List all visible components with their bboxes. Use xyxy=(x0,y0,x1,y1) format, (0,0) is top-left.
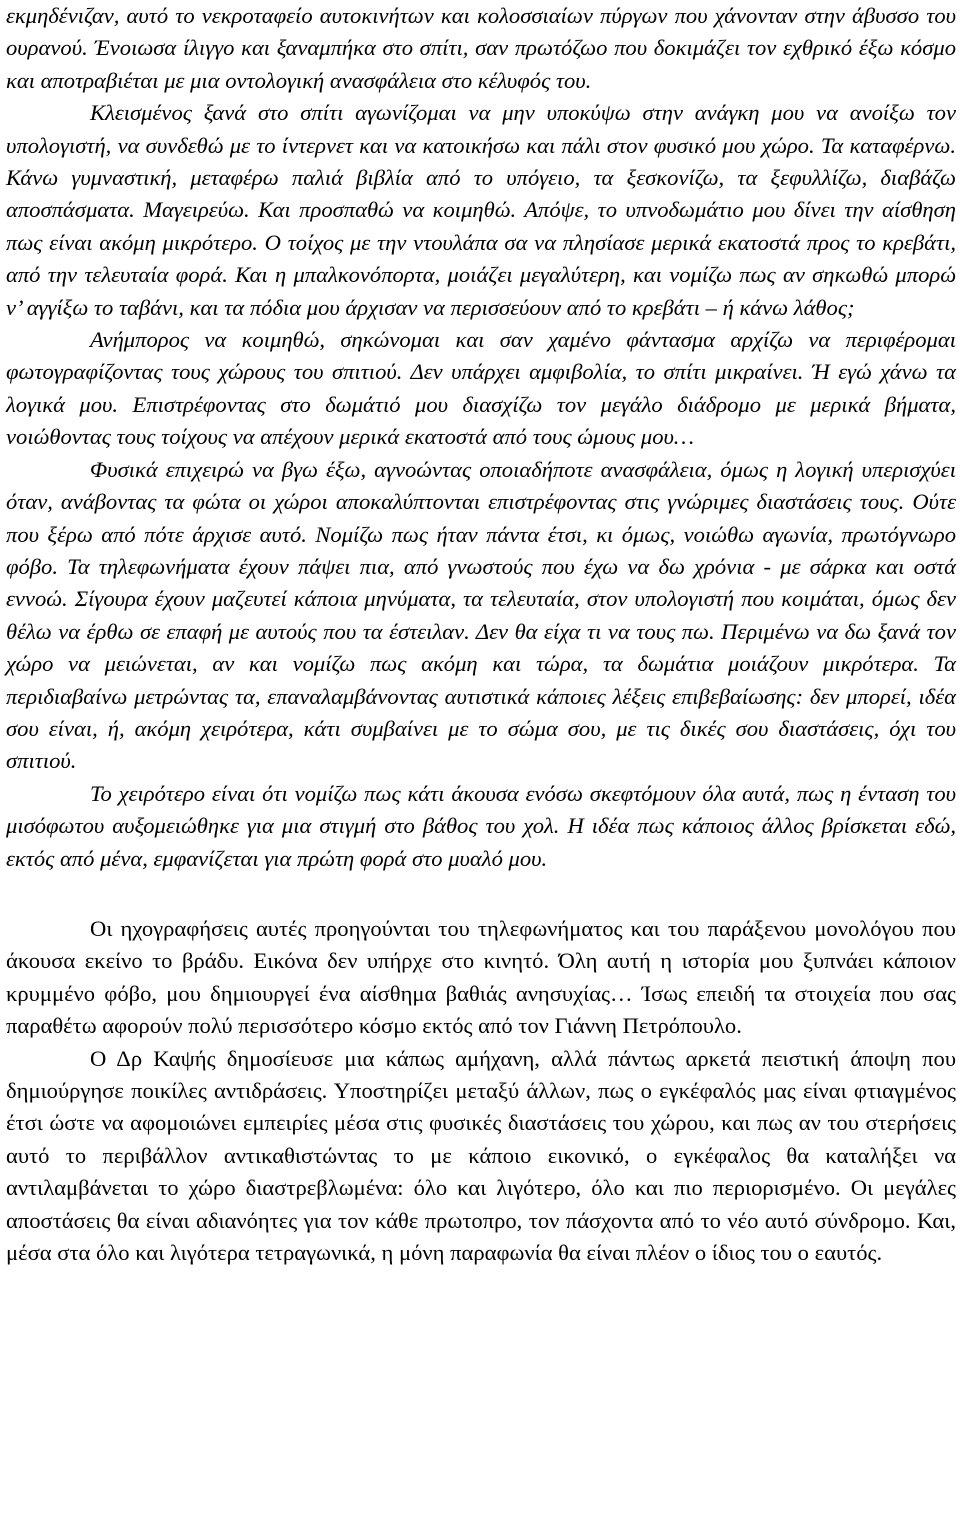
paragraph-sleepless: Ανήμπορος να κοιμηθώ, σηκώνομαι και σαν χαμένο φάντασμα αρχίζω να περιφέρομαι φωτογραφίζοντας τους χώρους του σπιτιού. Δεν υπάρχει αμφιβολία, το σπίτι μικραίνει. Ή εγώ χάνω τα λογικά μου. Επιστρέφοντας στο δωμάτιό μου διασχίζω τον μεγάλο διάδρομο με μερικά βήματα, νοιώθοντας τους τοίχους να απέχουν μερικά εκατοστά από τους ώμους μου… xyxy=(6,327,956,450)
paragraph-dr-kapsis: Ο Δρ Καψής δημοσίευσε μια κάπως αμήχανη, αλλά πάντως αρκετά πειστική άποψη που δημιούργησε ποικίλες αντιδράσεις. Υποστηρίζει μεταξύ άλλων, πως ο εγκέφαλός μας είναι φτιαγμένος έτσι ώστε να αφομοιώνει εμπειρίες μέσα στις φυσικές διαστάσεις του χώρου, και πως αν του στερήσεις αυτό το περιβάλλον αντικαθιστώντας το με κάποιο εικονικό, ο εγκέφαλος θα καταλήξει να αντιλαμβάνεται το χώρο διαστρεβλωμένα: όλο και λιγότερο, όλο και πιο περιορισμένο. Οι μεγάλες αποστάσεις θα είναι αδιανόητες για τον κάθε πρωτοπρο, τον πάσχοντα από το νέο αυτό σύνδρομο. Και, μέσα στα όλο και λιγότερα τετραγωνικά, η μόνη παραφωνία θα είναι πλέον ο ίδιος του ο εαυτός. xyxy=(6,1045,956,1266)
paragraph-locked-home: Κλεισμένος ξανά στο σπίτι αγωνίζομαι να μην υποκύψω στην ανάγκη μου να ανοίξω τον υπολογιστή, να συνδεθώ με το ίντερνετ και να κατοικήσω και πάλι στον φυσικό μου χώρο. Τα καταφέρνω. Κάνω γυμναστική, μεταφέρω παλιά βιβλία από το υπόγειο, τα ξεσκονίζω, τα ξεφυλλίζω, διαβάζω αποσπάσματα. Μαγειρεύω. Και προσπαθώ να κοιμηθώ. Απόψε, το υπνοδωμάτιο μου δίνει την αίσθηση πως είναι ακόμη μικρότερο. Ο τοίχος με την ντουλάπα σα να πλησίασε μερικά εκατοστά προς το κρεβάτι, από την τελευταία φορά. Και η μπαλκονόπορτα, μοιάζει μεγαλύτερη, και νομίζω πως αν σηκωθώ μπορώ ν’ αγγίξω το ταβάνι, και τα πόδια μου άρχισαν να περισσεύουν από το κρεβάτι – ή κάνω λάθος; xyxy=(6,100,956,320)
regular-narrative-section xyxy=(6,913,956,1269)
paragraph-going-out: Φυσικά επιχειρώ να βγω έξω, αγνοώντας οποιαδήποτε ανασφάλεια, όμως η λογική υπερισχύει όταν, ανάβοντας τα φώτα οι χώροι αποκαλύπτονται επιστρέφοντας στις γνώριμες διαστάσεις τους. Ούτε που ξέρω από πότε άρχισε αυτό. Νομίζω πως ήταν πάντα έτσι, κι όμως, νοιώθω αγωνία, πρωτόγνωρο φόβο. Τα τηλεφωνήματα έχουν πάψει πια, από γνωστούς που έχω να δω χρόνια - με σάρκα και οστά εννοώ. Σίγουρα έχουν μαζευτεί κάποια μηνύματα, τα τελευταία, στον υπολογιστή που κοιμάται, όμως δεν θέλω να έρθω σε επαφή με αυτούς που τα έστειλαν. Δεν θα είχα τι να τους πω. Περιμένω να δω ξανά τον χώρο να μειώνεται, αν και νομίζω πως ακόμη και τώρα, τα δωμάτια μοιάζουν μικρότερα. Τα περιδιαβαίνω μετρώντας τα, επαναλαμβάνοντας αυτιστικά κάποιες λέξεις επιβεβαίωσης: δεν μπορεί, ιδέα σου είναι, ή, ακόμη χειρότερα, κάτι συμβαίνει με το σώμα σου, με τις δικές σου διαστάσεις, όχι του σπιτιού. xyxy=(6,456,956,774)
paragraph-the-worst: Το χειρότερο είναι ότι νομίζω πως κάτι άκουσα ενόσω σκεφτόμουν όλα αυτά, πως η ένταση του μισόφωτου αυξομειώθηκε για μια στιγμή στο βάθος του χολ. Η ιδέα πως κάποιος άλλος βρίσκεται εδώ, εκτός από μένα, εμφανίζεται για πρώτη φορά στο μυαλό μου. xyxy=(6,780,956,871)
section-spacer xyxy=(6,875,956,913)
italic-narrative-section xyxy=(6,0,956,875)
paragraph-recordings: Οι ηχογραφήσεις αυτές προηγούνται του τηλεφωνήματος και του παράξενου μονολόγου που άκουσα εκείνο το βράδυ. Εικόνα δεν υπήρχε στο κινητό. Όλη αυτή η ιστορία μου ξυπνάει κάποιον κρυμμένο φόβο, μου δημιουργεί ένα αίσθημα βαθιάς ανησυχίας… Ίσως επειδή τα στοιχεία που σας παραθέτω αφορούν πολύ περισσότερο κόσμο εκτός από τον Γιάννη Πετρόπουλο. xyxy=(6,915,956,1039)
paragraph-opening: εκμηδένιζαν, αυτό το νεκροταφείο αυτοκινήτων και κολοσσιαίων πύργων που χάνονταν στην άβυσσο του ουρανού. Ένοιωσα ίλιγγο και ξαναμπήκα στο σπίτι, σαν πρωτόζωο που δοκιμάζει τον εχθρικό έξω κόσμο και αποτραβιέται με μια οντολογική ανασφάλεια στο κέλυφός του. xyxy=(6,3,956,93)
